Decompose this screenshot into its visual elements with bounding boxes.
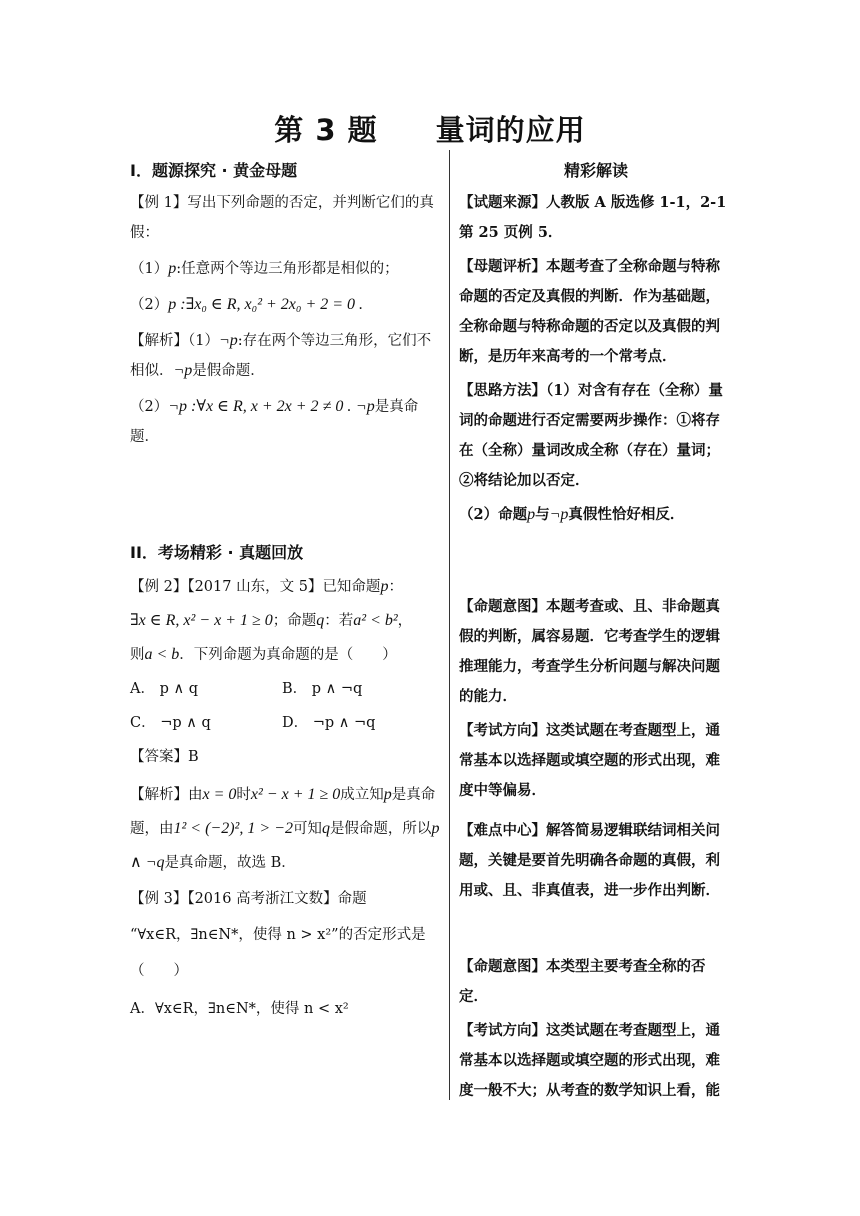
example-1-q1 — [130, 254, 442, 284]
ex2-text-f: 则 — [130, 647, 145, 663]
title-number: 第 3 题 — [274, 113, 378, 147]
example-1-solution-2 — [130, 392, 442, 452]
ex2-sol-a: 由 — [188, 787, 203, 803]
ex2-sol-d: 是真命题，由 — [130, 787, 436, 837]
sol1-math: ¬p — [218, 332, 238, 349]
ex2-sol-m6: p ∧ ¬q — [130, 820, 440, 871]
direction2-tag: 【考试方向】 — [459, 1022, 546, 1039]
direction-text: 这类试题在考查题型上，通常基本以选择题或填空题的形式出现，难度中等偏易． — [459, 722, 720, 799]
intent-tag: 【命题意图】 — [459, 598, 546, 615]
page-title — [0, 108, 860, 149]
example-2-stem-2 — [130, 606, 442, 636]
example-2-options-row-2 — [130, 708, 442, 738]
example-2-answer: 【答案】B — [130, 749, 199, 765]
right-column — [459, 156, 733, 1106]
q1-label: （1） — [130, 261, 169, 277]
option-b: B． p ∧ ¬q — [282, 681, 363, 697]
source-text: 人教版 A 版选修 1-1，2-1 第 25 页例 5． — [459, 194, 727, 241]
ex2-text-d: ：若 — [324, 613, 354, 629]
ex2-sol-b: 时 — [236, 787, 251, 803]
analysis-intent-2 — [459, 952, 733, 1012]
right-heading: 精彩解读 — [563, 161, 628, 180]
ex2-sol-m2: x² − x + 1 ≥ 0 — [250, 786, 341, 803]
method2-a: （2）命题 — [459, 506, 528, 523]
sol2-math-2: ¬p — [355, 398, 375, 415]
analysis-difficulty — [459, 816, 733, 906]
option-a: A． p ∧ q — [130, 681, 198, 697]
intent2-text: 本类型主要考查全称的否定． — [459, 958, 706, 1005]
ex2-sol-f: 是假命题，所以 — [329, 821, 432, 837]
left-column — [130, 156, 442, 1024]
column-divider — [449, 150, 450, 1100]
analysis-method — [459, 376, 733, 496]
option-d: D． ¬p ∧ ¬q — [282, 715, 376, 731]
direction2-text: 这类试题在考查题型上，通常基本以选择题或填空题的形式出现，难度一般不大；从考查的数学知识上看，能 — [459, 1022, 720, 1099]
example-3-stem-2: “∀x∈R，∃n∈N*，使得 n > x²”的否定形式是 — [130, 927, 426, 943]
q2-math: p :∃x₀ ∈ R, x₀² + 2x₀ + 2 = 0 . — [168, 296, 364, 313]
sol1-text: :存在两个等边三角形，它们不相似． — [130, 333, 432, 379]
ex2-math-2: a² < b² — [353, 612, 398, 629]
sol2-math: ¬p :∀x ∈ R, x + 2x + 2 ≠ 0 . — [168, 398, 352, 415]
analysis-evaluation — [459, 252, 733, 372]
example-3-stem — [130, 884, 442, 914]
ex2-sol-m1: x = 0 — [202, 786, 237, 803]
example-3-option-a: A．∀x∈R，∃n∈N*，使得 n < x² — [130, 1001, 349, 1017]
ex3-text-a: 命题 — [337, 891, 367, 907]
example-3-stem-3: （ ） — [130, 963, 188, 979]
sol2-text: 是真命题． — [130, 399, 419, 445]
analysis-method-2 — [459, 500, 733, 530]
ex2-text-c: ；命题 — [272, 613, 317, 629]
analysis-intent-1 — [459, 592, 733, 712]
example-2-options-row-1 — [130, 674, 442, 704]
example-2-tag: 【例 2】【2017 山东，文 5】 — [130, 579, 323, 595]
method2-m2: ¬p — [549, 506, 569, 523]
example-1-q2 — [130, 290, 442, 320]
analysis-direction-1 — [459, 716, 733, 806]
method-tag: 【思路方法】 — [459, 382, 546, 399]
ex2-math-3: a < b — [144, 646, 180, 663]
example-3-tag: 【例 3】【2016 高考浙江文数】 — [130, 891, 338, 907]
direction-tag: 【考试方向】 — [459, 722, 546, 739]
ex2-q: q — [316, 612, 325, 629]
method2-m1: p — [527, 506, 536, 523]
q2-label: （2） — [130, 297, 169, 313]
evaluation-text: 本题考查了全称命题与特称命题的否定及真假的判断．作为基础题，全称命题与特称命题的否定以及真假的判断，是历年来高考的一个常考点． — [459, 258, 720, 365]
example-1-solution-1 — [130, 326, 442, 386]
source-tag: 【试题来源】 — [459, 194, 546, 211]
method-text: （1）对含有存在（全称）量词的命题进行否定需要两步操作：①将存在（全称）量词改成全称（存在）量词；②将结论加以否定． — [459, 382, 723, 489]
sol1-text-2: 是假命题． — [192, 363, 265, 379]
sol1-label: （1） — [188, 333, 219, 349]
example-1-stem: 写出下列命题的否定，并判断它们的真假： — [130, 195, 434, 241]
intent2-tag: 【命题意图】 — [459, 958, 546, 975]
ex2-text-e: ， — [397, 613, 413, 629]
q1-math: p — [168, 260, 177, 277]
ex2-text-g: ．下列命题为真命题的是（ ） — [179, 647, 397, 663]
evaluation-tag: 【母题评析】 — [459, 258, 546, 275]
ex2-sol-c: 成立知 — [340, 787, 384, 803]
ex2-sol-m5: q — [321, 820, 330, 837]
ex2-sol-e: 可知 — [292, 821, 322, 837]
method2-c: 真假性恰好相反． — [568, 506, 685, 523]
option-c: C． ¬p ∧ q — [130, 715, 211, 731]
ex2-math-1: ∃x ∈ R, x² − x + 1 ≥ 0 — [130, 612, 273, 629]
analysis-source — [459, 188, 733, 248]
example-1-tag: 【例 1】 — [130, 195, 188, 211]
section-heading-2: II．考场精彩 · 真题回放 — [130, 543, 304, 562]
ex2-text-b: ： — [388, 579, 403, 595]
example-1 — [130, 188, 442, 248]
ex2-p: p — [380, 578, 389, 595]
method2-b: 与 — [535, 506, 550, 523]
ex2-sol-m3: p — [383, 786, 392, 803]
example-2-stem — [130, 572, 442, 602]
difficulty-tag: 【难点中心】 — [459, 822, 546, 839]
ex2-sol-g: 是真命题，故选 B． — [164, 855, 296, 871]
ex2-text-a: 已知命题 — [322, 579, 381, 595]
difficulty-text: 解答简易逻辑联结词相关问题，关键是要首先明确各命题的真假，利用或、且、非真值表，进一步作出判断． — [459, 822, 720, 899]
ex2-sol-m4: 1² < (−2)², 1 > −2 — [173, 820, 293, 837]
q1-text: :任意两个等边三角形都是相似的； — [176, 261, 399, 277]
sol2-label: （2） — [130, 399, 169, 415]
intent-text: 本题考查或、且、非命题真假的判断，属容易题．它考查学生的逻辑推理能力，考查学生分析问题与解决问题的能力． — [459, 598, 720, 705]
title-name: 量词的应用 — [435, 113, 586, 147]
example-2-stem-3 — [130, 640, 442, 670]
solution-tag: 【解析】 — [130, 333, 188, 349]
example-2-solution — [130, 778, 442, 880]
analysis-direction-2 — [459, 1016, 733, 1106]
section-heading-1: I．题源探究 · 黄金母题 — [130, 161, 298, 180]
sol1-math-2: ¬p — [173, 362, 193, 379]
ex2-sol-tag: 【解析】 — [130, 787, 188, 803]
